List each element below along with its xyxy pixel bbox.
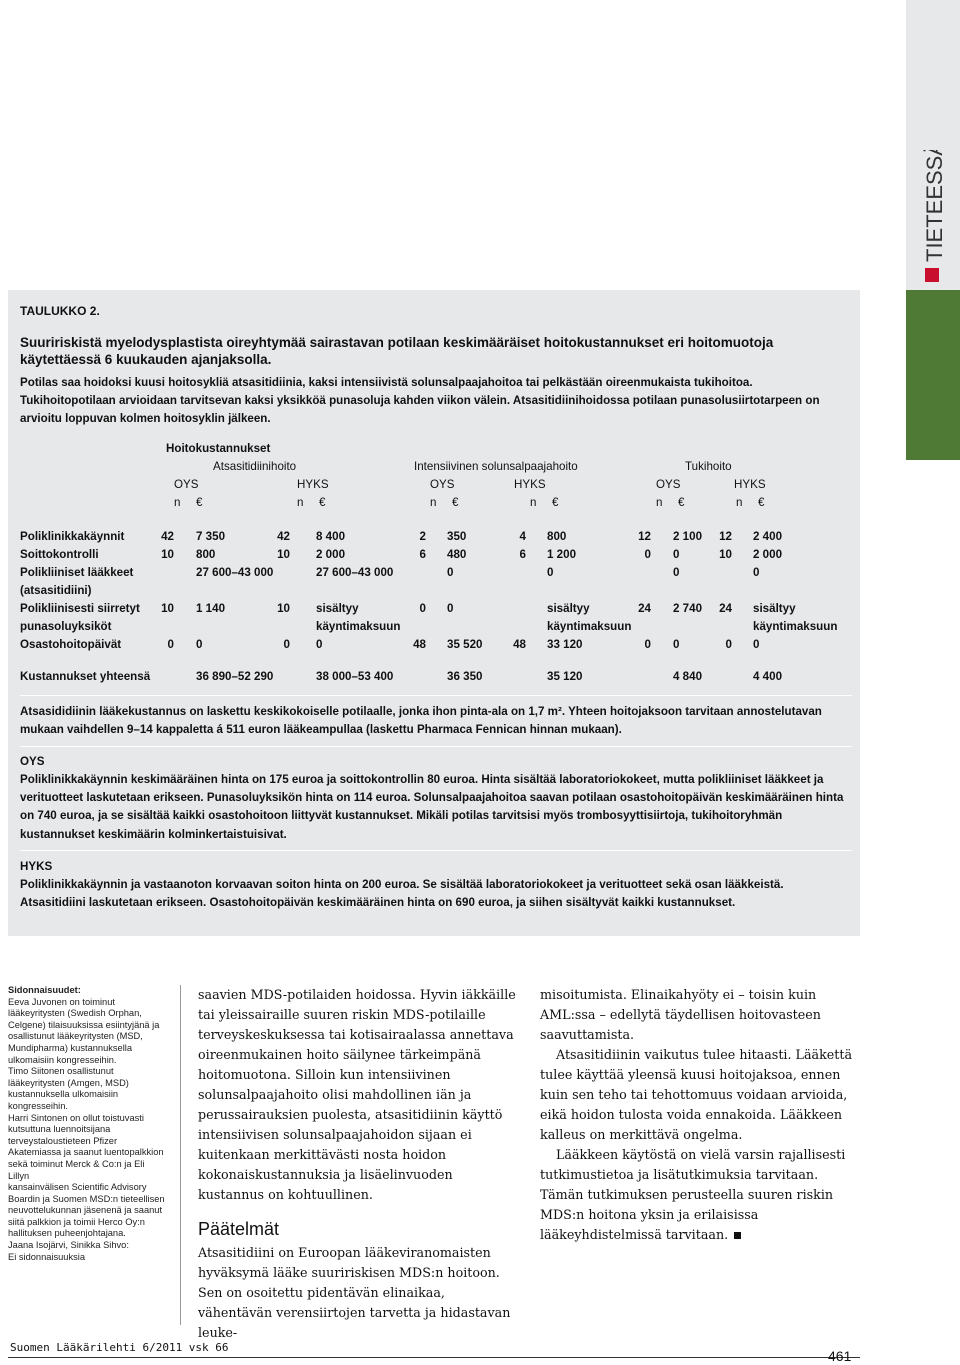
subheader-cell: €	[552, 496, 559, 509]
table-cell: 7 350	[196, 530, 226, 543]
subheader-cell: n	[736, 496, 743, 509]
table-cell: 0	[644, 548, 651, 561]
oys-text: Poliklinikkakäynnin keskimääräinen hinta on 175 euroa ja soittokontrollin 80 euroa. Hinta sisältää laboratoriokokeet, mutta polikliiniset lääkkeet ja verituotteet laskutetaan erikseen. Punasoluyksikön hinta on 114 euroa. Solunsalpaajahoitoa saavan potilaan osastohoitopäivän keskimääräinen hinta on 740 euroa, ja se sisältää kaikki osastohoitoon liittyvät kustannukset. Mikäli potilas tarvitsisi myös trombosyyttisiirtoja, tukihoitoryhmän kustannukset keskimäärin kolminkertaistuisivat.	[20, 773, 844, 841]
table-cell: 2	[419, 530, 426, 543]
disclosure-line: kansainvälisen Scientific Advisory	[8, 1182, 147, 1193]
disclosure-line: osallistunut lääkeyritysten (MSD,	[8, 1031, 143, 1042]
body-paragraph: saavien MDS-potilaiden hoidossa. Hyvin iäkkäille tai yleissairaille suuren riskin MDS-potilaille terveyskeskuksessa tai kotisairaalassa annettava oireenmukainen hoito säilynee tärkeimpänä hoitomuotona. Silloin kun intensiivinen solunsalpaajahoito olisi mahdollinen iän ja perussairauksien puolesta, atsasitidiinin käyttö intensiivisen solunsalpaajahoidon sijaan ei kuitenkaan merkittävästi nosta hoidon kokonaiskustannuksia ja lisäelinvuoden kustannus on kohtuullinen.	[198, 987, 516, 1202]
disclosures-title: Sidonnaisuudet:	[8, 985, 81, 995]
page-number: 461	[828, 1348, 852, 1364]
table-cell: 0	[167, 638, 174, 651]
hyks-heading: HYKS	[20, 860, 53, 873]
total-value: 38 000–53 400	[316, 670, 394, 683]
table-cell: 10	[277, 548, 290, 561]
table-cell: sisältyy	[316, 602, 359, 615]
body-paragraph	[540, 1145, 860, 1245]
disclosure-line: kustannuksella ulkomaisiin	[8, 1089, 119, 1100]
disclosure-line: Celgene) tilaisuuksissa esiintyjänä ja	[8, 1019, 160, 1030]
total-value: 4 400	[753, 670, 783, 683]
disclosure-line: ulkomaisiin kongresseihin.	[8, 1054, 117, 1065]
subheader-cell: n	[174, 496, 181, 509]
disclosure-line: Boardin ja Suomen MSD:n tieteellisen	[8, 1193, 165, 1204]
subheader-cell: €	[319, 496, 326, 509]
section-tab	[906, 0, 960, 460]
table-label: TAULUKKO 2.	[20, 304, 100, 318]
header-main: Hoitokustannukset	[166, 442, 271, 455]
table-cell: 2 100	[673, 530, 703, 543]
oys-heading: OYS	[20, 755, 45, 768]
total-value: 36 350	[447, 670, 483, 683]
table-cell: 48	[513, 638, 526, 651]
row-label: Polikliinisesti siirretyt	[20, 602, 140, 615]
disclosure-line: Mundipharma) kustannuksella	[8, 1042, 133, 1053]
table-cell: 42	[277, 530, 290, 543]
row-label: punasoluyksiköt	[20, 620, 112, 633]
subheader-cell: €	[452, 496, 459, 509]
table-cell: 1 200	[547, 548, 577, 561]
table-cell: sisältyy	[547, 602, 590, 615]
disclosure-line: siitä palkkion ja toimii Herco Oy:n	[8, 1216, 145, 1227]
table-cell: 1 140	[196, 602, 226, 615]
table-title: Suuririskistä myelodysplastista oireyhtymää sairastavan potilaan keskimääräiset hoitokustannukset eri hoitomuotoja käytettäessä 6 kuukauden ajanjaksolla.	[20, 335, 774, 367]
disclosure-line: Timo Siitonen osallistunut	[8, 1066, 114, 1077]
footer-journal: Suomen Lääkärilehti 6/2011 vsk 66	[10, 1341, 229, 1354]
disclosure-line: Akatemiassa ja saanut luentopalkkion	[8, 1147, 164, 1158]
disclosure-line: lääkeyritysten (Swedish Orphan,	[8, 1008, 142, 1019]
group-supportive: Tukihoito	[685, 460, 732, 473]
table-cell: 0	[753, 566, 760, 579]
section-tab-text: TIETEESSÄ	[922, 150, 947, 262]
disclosure-line: Harri Sintonen on ollut toistuvasti	[8, 1112, 144, 1123]
table-cell: 10	[161, 548, 174, 561]
table-cell: 800	[196, 548, 216, 561]
section-tab-green-block	[906, 290, 960, 460]
table-cell: 4	[519, 530, 526, 543]
table-cell: 33 120	[547, 638, 583, 651]
table-cell: 48	[413, 638, 426, 651]
row-label: Polikliiniset lääkkeet	[20, 566, 134, 579]
table-box	[8, 290, 860, 936]
subheader-cell: n	[656, 496, 663, 509]
table-divider	[20, 850, 852, 851]
disclosure-line: kongresseihin.	[8, 1100, 68, 1111]
group-intensive: Intensiivinen solunsalpaajahoito	[414, 460, 578, 473]
disclosure-line: Ei sidonnaisuuksia	[8, 1251, 86, 1262]
total-label: Kustannukset yhteensä	[20, 670, 151, 683]
body-paragraph: Atsasitidiinin vaikutus tulee hitaasti. Lääkettä tulee käyttää yleensä kuusi hoitojaksoa, ennen kuin sen teho tai tehottomuus voidaan arvioida, eikä hoidon tulosta voida ennakoida. Lääkkeen kalleus on merkittävä ongelma.	[540, 1047, 853, 1142]
section-marker-icon	[925, 268, 939, 282]
table-cell: 27 600–43 000	[316, 566, 394, 579]
table-cell: 0	[644, 638, 651, 651]
table-cell: 0	[419, 602, 426, 615]
hyks-text: Poliklinikkakäynnin ja vastaanoton korvaavan soiton hinta on 200 euroa. Se sisältää laboratoriokokeet ja verituotteet sekä osan lääkkeistä. Atsasitidiini laskutetaan erikseen. Osastohoitopäivän keskimääräinen hinta on 690 euroa, ja siihen sisältyvät kaikki kustannukset.	[20, 878, 784, 910]
table-cell: 35 520	[447, 638, 483, 651]
disclosure-line: hallituksen puheenjohtajana.	[8, 1228, 126, 1239]
disclosure-line: lääkeyritysten (Amgen, MSD)	[8, 1077, 129, 1088]
table-divider	[20, 695, 852, 696]
table-cell: 0	[447, 566, 454, 579]
table-cell: käyntimaksuun	[316, 620, 401, 633]
table-cell: 12	[719, 530, 732, 543]
table-cell: 10	[719, 548, 732, 561]
table-cell: 6	[419, 548, 426, 561]
table-cell: sisältyy	[753, 602, 796, 615]
table-cell: 0	[725, 638, 732, 651]
footer-rule	[8, 1357, 860, 1358]
table-cell: 0	[447, 602, 454, 615]
table-cell: 8 400	[316, 530, 346, 543]
row-label: Soittokontrolli	[20, 548, 99, 561]
total-value: 35 120	[547, 670, 583, 683]
table-cell: 0	[753, 638, 760, 651]
table-cell: 12	[638, 530, 651, 543]
hospital-header: HYKS	[734, 478, 766, 491]
table-divider	[20, 746, 852, 747]
table-cell: 24	[638, 602, 651, 615]
subheader-cell: €	[196, 496, 203, 509]
row-label: Poliklinikkakäynnit	[20, 530, 125, 543]
table-cell: 6	[519, 548, 526, 561]
table-intro: Potilas saa hoidoksi kuusi hoitosykliä atsasitidiinia, kaksi intensiivistä solunsalpaajahoitoa tai pelkästään oireenmukaista tukihoitoa. Tukihoitopotilaan arvioidaan tarvitsevan kaksi yksikköä punasoluja kahden viikon välein. Atsasitidiinihoidossa potilaan punasolusiirtotarpeen on arvioitu loppuvan kolmen hoitosyklin jälkeen.	[20, 376, 820, 426]
hospital-header: OYS	[174, 478, 199, 491]
row-label: Osastohoitopäivät	[20, 638, 122, 651]
hospital-header: OYS	[656, 478, 681, 491]
section-heading: Päätelmät	[198, 1219, 280, 1239]
table-cell: 800	[547, 530, 567, 543]
table-cell: 2 000	[753, 548, 783, 561]
table-cell: 27 600–43 000	[196, 566, 274, 579]
subheader-cell: n	[297, 496, 304, 509]
table-cell: 2 740	[673, 602, 703, 615]
table-cell: 0	[316, 638, 323, 651]
section-tab-label	[916, 150, 950, 290]
table-cell: 10	[277, 602, 290, 615]
table-cell: käyntimaksuun	[547, 620, 632, 633]
end-of-article-icon	[734, 1232, 741, 1239]
table-cell: 0	[196, 638, 203, 651]
subheader-cell: €	[678, 496, 685, 509]
table-cell: 42	[161, 530, 174, 543]
subheader-cell: €	[758, 496, 765, 509]
table-cell: 350	[447, 530, 467, 543]
subheader-cell: n	[530, 496, 537, 509]
hospital-header: OYS	[430, 478, 455, 491]
disclosure-line: Jaana Isojärvi, Sinikka Sihvo:	[8, 1240, 129, 1251]
disclosures-sidebar	[8, 985, 168, 1263]
table-cell: käyntimaksuun	[753, 620, 838, 633]
body-paragraph: Atsasitidiini on Euroopan lääkeviranomaisten hyväksymä lääke suuririskisen MDS:n hoitoon. Sen on osoitettu pidentävän elinaikaa, vähentävän verensiirtojen tarvetta ja hidastavan leuke-	[198, 1245, 511, 1340]
disclosure-line: kutsuttuna luennoitsijana	[8, 1124, 111, 1135]
hospital-header: HYKS	[297, 478, 329, 491]
disclosure-line: sekä toiminut Merck & Co:n ja Eli Lillyn	[8, 1158, 145, 1181]
table-cell: 0	[283, 638, 290, 651]
table-cell: 0	[547, 566, 554, 579]
table-cell: 0	[673, 548, 680, 561]
column-divider	[180, 985, 181, 1325]
note-drug-cost: Atsasididiinin lääkekustannus on laskettu keskikokoiselle potilaalle, jonka ihon pinta-ala on 1,7 m². Yhteen hoitojaksoon tarvitaan annostelutavan mukaan vaihdellen 9–14 kappaletta á 511 euron lääkeampullaa (laskettu Pharmaca Fennican hinnan mukaan).	[20, 705, 822, 737]
total-value: 36 890–52 290	[196, 670, 274, 683]
body-paragraph-text: Lääkkeen käytöstä on vielä varsin rajallisesti tutkimustietoa ja lisätutkimuksia tarvitaan. Tämän tutkimuksen perusteella suuren riskin MDS:n hoitona yksin ja erilaisissa lääkeyhdistelmissä tarvitaan.	[540, 1147, 846, 1242]
table-cell: 480	[447, 548, 467, 561]
subheader-cell: n	[430, 496, 437, 509]
hospital-header: HYKS	[514, 478, 546, 491]
disclosure-line: neuvottelukunnan jäsenenä ja saanut	[8, 1205, 163, 1216]
table-cell: 24	[719, 602, 732, 615]
body-paragraph: misoitumista. Elinaikahyöty ei – toisin kuin AML:ssa – edellytä täydellisen hoitovasteen saavuttamista.	[540, 987, 821, 1042]
table-cell: 2 400	[753, 530, 783, 543]
body-column-2	[540, 985, 860, 1245]
total-value: 4 840	[673, 670, 703, 683]
row-label: (atsasitidiini)	[20, 584, 92, 597]
table-cell: 0	[673, 638, 680, 651]
table-cell: 0	[673, 566, 680, 579]
group-azacitidine: Atsasitidiinihoito	[213, 460, 297, 473]
disclosure-line: Eeva Juvonen on toiminut	[8, 996, 115, 1007]
disclosure-line: terveystaloustieteen Pfizer	[8, 1135, 118, 1146]
table-cell: 10	[161, 602, 174, 615]
body-column-1	[198, 985, 516, 1343]
table-cell: 2 000	[316, 548, 346, 561]
